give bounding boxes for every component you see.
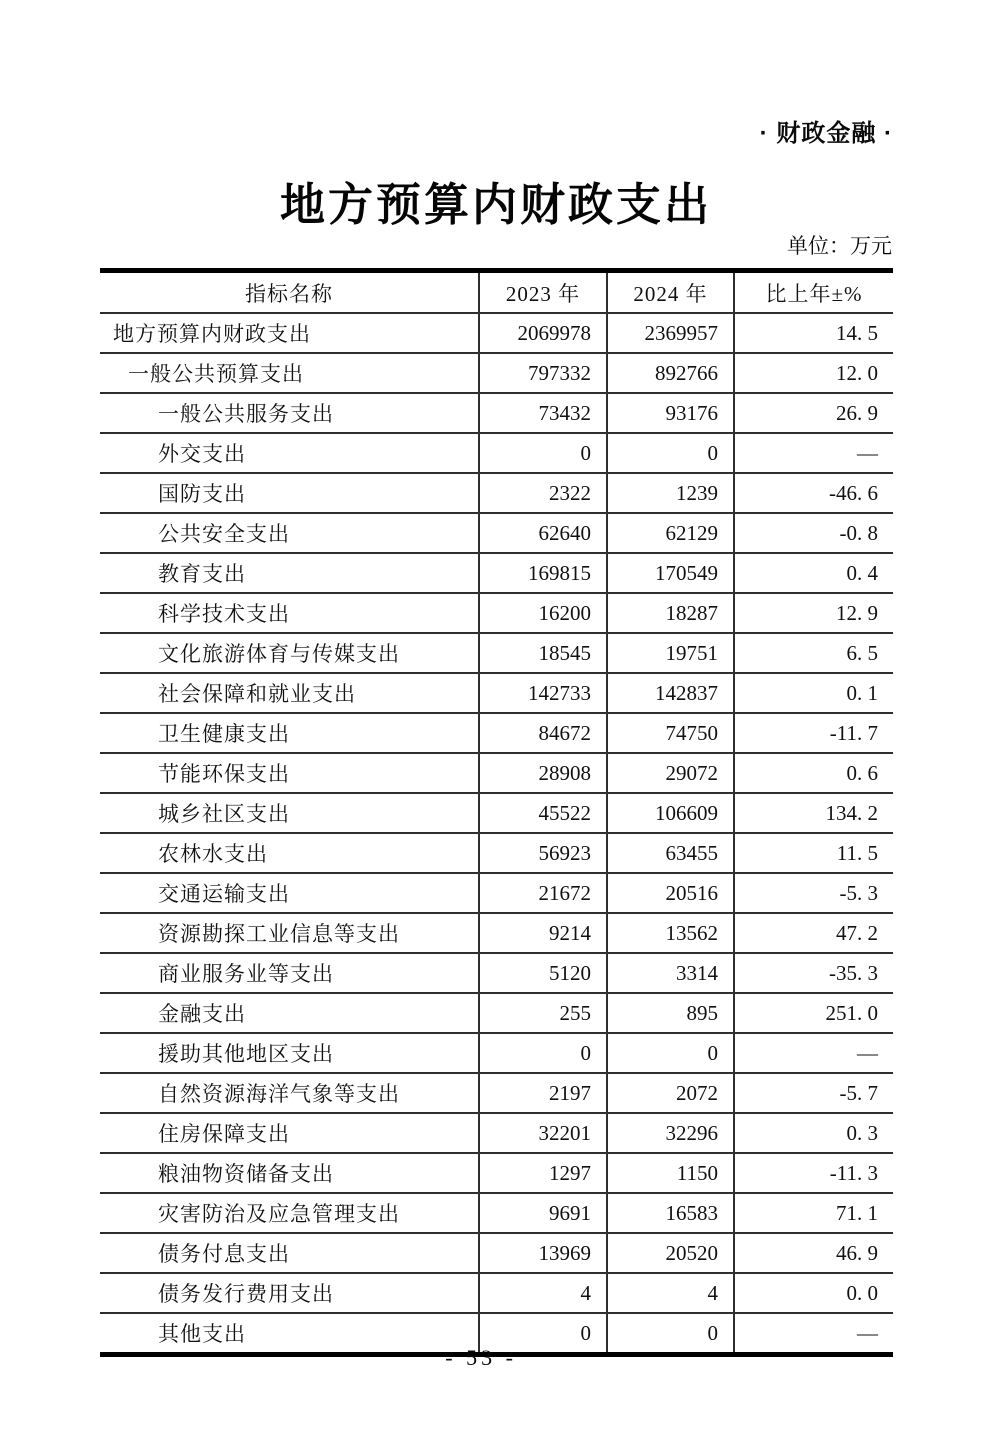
pct-change-cell: 0. 6 (734, 753, 893, 793)
col-header-pct: 比上年±% (734, 271, 893, 314)
expenditure-table (100, 268, 893, 1357)
value-2024-cell: 19751 (607, 633, 734, 673)
indicator-cell: 资源勘探工业信息等支出 (100, 913, 479, 953)
value-2024-cell: 0 (607, 1033, 734, 1073)
table-row (100, 433, 893, 473)
pct-change-cell: 0. 4 (734, 553, 893, 593)
table-row (100, 913, 893, 953)
table-row (100, 873, 893, 913)
value-2024-cell: 29072 (607, 753, 734, 793)
value-2024-cell: 892766 (607, 353, 734, 393)
table-row (100, 1273, 893, 1313)
indicator-cell: 粮油物资储备支出 (100, 1153, 479, 1193)
value-2024-cell: 142837 (607, 673, 734, 713)
table-row (100, 833, 893, 873)
value-2024-cell: 93176 (607, 393, 734, 433)
table-row (100, 1153, 893, 1193)
indicator-cell: 文化旅游体育与传媒支出 (100, 633, 479, 673)
value-2023-cell: 1297 (479, 1153, 607, 1193)
value-2023-cell: 2322 (479, 473, 607, 513)
value-2023-cell: 9214 (479, 913, 607, 953)
table-row (100, 393, 893, 433)
pct-change-cell: -5. 3 (734, 873, 893, 913)
pct-change-cell: -11. 7 (734, 713, 893, 753)
unit-note: 单位：万元 (787, 234, 892, 258)
value-2023-cell: 13969 (479, 1233, 607, 1273)
table-row (100, 513, 893, 553)
value-2023-cell: 2197 (479, 1073, 607, 1113)
table-row (100, 953, 893, 993)
pct-change-cell: 0. 0 (734, 1273, 893, 1313)
indicator-cell: 地方预算内财政支出 (100, 313, 479, 353)
value-2024-cell: 16583 (607, 1193, 734, 1233)
value-2023-cell: 2069978 (479, 313, 607, 353)
table-row (100, 1073, 893, 1113)
table-row (100, 473, 893, 513)
page-number: - 53 - (445, 1345, 517, 1370)
pct-change-cell: 6. 5 (734, 633, 893, 673)
value-2024-cell: 13562 (607, 913, 734, 953)
table-row (100, 353, 893, 393)
pct-change-cell: 134. 2 (734, 793, 893, 833)
pct-change-cell: 46. 9 (734, 1233, 893, 1273)
value-2023-cell: 16200 (479, 593, 607, 633)
col-header-indicator: 指标名称 (100, 271, 479, 314)
pct-change-cell: -46. 6 (734, 473, 893, 513)
indicator-cell: 一般公共预算支出 (100, 353, 479, 393)
value-2023-cell: 56923 (479, 833, 607, 873)
value-2023-cell: 45522 (479, 793, 607, 833)
indicator-cell: 商业服务业等支出 (100, 953, 479, 993)
pct-change-cell: — (734, 433, 893, 473)
pct-change-cell: 12. 9 (734, 593, 893, 633)
indicator-cell: 其他支出 (100, 1313, 479, 1355)
pct-change-cell: 47. 2 (734, 913, 893, 953)
pct-change-cell: -11. 3 (734, 1153, 893, 1193)
value-2023-cell: 0 (479, 1313, 607, 1355)
table-row (100, 753, 893, 793)
value-2024-cell: 1150 (607, 1153, 734, 1193)
indicator-cell: 灾害防治及应急管理支出 (100, 1193, 479, 1233)
value-2023-cell: 5120 (479, 953, 607, 993)
value-2023-cell: 9691 (479, 1193, 607, 1233)
pct-change-cell: -5. 7 (734, 1073, 893, 1113)
table-row (100, 553, 893, 593)
table-row (100, 593, 893, 633)
value-2024-cell: 32296 (607, 1113, 734, 1153)
value-2024-cell: 2369957 (607, 313, 734, 353)
indicator-cell: 金融支出 (100, 993, 479, 1033)
table-header-row (100, 271, 893, 314)
value-2024-cell: 1239 (607, 473, 734, 513)
value-2024-cell: 170549 (607, 553, 734, 593)
indicator-cell: 公共安全支出 (100, 513, 479, 553)
value-2024-cell: 62129 (607, 513, 734, 553)
table-row (100, 1233, 893, 1273)
value-2023-cell: 21672 (479, 873, 607, 913)
value-2024-cell: 18287 (607, 593, 734, 633)
value-2023-cell: 169815 (479, 553, 607, 593)
value-2024-cell: 20516 (607, 873, 734, 913)
value-2024-cell: 895 (607, 993, 734, 1033)
value-2023-cell: 73432 (479, 393, 607, 433)
value-2024-cell: 0 (607, 433, 734, 473)
value-2023-cell: 255 (479, 993, 607, 1033)
col-header-2023: 2023 年 (479, 271, 607, 314)
indicator-cell: 农林水支出 (100, 833, 479, 873)
indicator-cell: 国防支出 (100, 473, 479, 513)
value-2024-cell: 2072 (607, 1073, 734, 1113)
value-2023-cell: 62640 (479, 513, 607, 553)
indicator-cell: 教育支出 (100, 553, 479, 593)
indicator-cell: 社会保障和就业支出 (100, 673, 479, 713)
table-row (100, 633, 893, 673)
pct-change-cell: 251. 0 (734, 993, 893, 1033)
table-row (100, 993, 893, 1033)
value-2024-cell: 0 (607, 1313, 734, 1355)
table-container (100, 268, 893, 1357)
indicator-cell: 债务付息支出 (100, 1233, 479, 1273)
pct-change-cell: 26. 9 (734, 393, 893, 433)
indicator-cell: 自然资源海洋气象等支出 (100, 1073, 479, 1113)
value-2023-cell: 18545 (479, 633, 607, 673)
pct-change-cell: — (734, 1313, 893, 1355)
value-2024-cell: 4 (607, 1273, 734, 1313)
value-2023-cell: 142733 (479, 673, 607, 713)
table-row (100, 1193, 893, 1233)
pct-change-cell: -35. 3 (734, 953, 893, 993)
pct-change-cell: 12. 0 (734, 353, 893, 393)
value-2024-cell: 3314 (607, 953, 734, 993)
value-2023-cell: 0 (479, 1033, 607, 1073)
pct-change-cell: -0. 8 (734, 513, 893, 553)
indicator-cell: 卫生健康支出 (100, 713, 479, 753)
indicator-cell: 一般公共服务支出 (100, 393, 479, 433)
value-2023-cell: 32201 (479, 1113, 607, 1153)
table-row (100, 1113, 893, 1153)
table-row (100, 313, 893, 353)
table-row (100, 793, 893, 833)
table-row (100, 673, 893, 713)
section-label: · 财政金融 · (759, 120, 893, 147)
value-2023-cell: 0 (479, 433, 607, 473)
value-2024-cell: 63455 (607, 833, 734, 873)
col-header-2024: 2024 年 (607, 271, 734, 314)
value-2024-cell: 74750 (607, 713, 734, 753)
value-2023-cell: 84672 (479, 713, 607, 753)
page-title: 地方预算内财政支出 (279, 180, 712, 230)
indicator-cell: 节能环保支出 (100, 753, 479, 793)
indicator-cell: 交通运输支出 (100, 873, 479, 913)
value-2023-cell: 797332 (479, 353, 607, 393)
table-row (100, 1033, 893, 1073)
indicator-cell: 城乡社区支出 (100, 793, 479, 833)
table-row (100, 713, 893, 753)
indicator-cell: 外交支出 (100, 433, 479, 473)
indicator-cell: 科学技术支出 (100, 593, 479, 633)
pct-change-cell: 71. 1 (734, 1193, 893, 1233)
value-2023-cell: 4 (479, 1273, 607, 1313)
indicator-cell: 债务发行费用支出 (100, 1273, 479, 1313)
pct-change-cell: 0. 3 (734, 1113, 893, 1153)
indicator-cell: 援助其他地区支出 (100, 1033, 479, 1073)
pct-change-cell: 14. 5 (734, 313, 893, 353)
pct-change-cell: 11. 5 (734, 833, 893, 873)
pct-change-cell: — (734, 1033, 893, 1073)
value-2024-cell: 20520 (607, 1233, 734, 1273)
indicator-cell: 住房保障支出 (100, 1113, 479, 1153)
value-2024-cell: 106609 (607, 793, 734, 833)
value-2023-cell: 28908 (479, 753, 607, 793)
pct-change-cell: 0. 1 (734, 673, 893, 713)
